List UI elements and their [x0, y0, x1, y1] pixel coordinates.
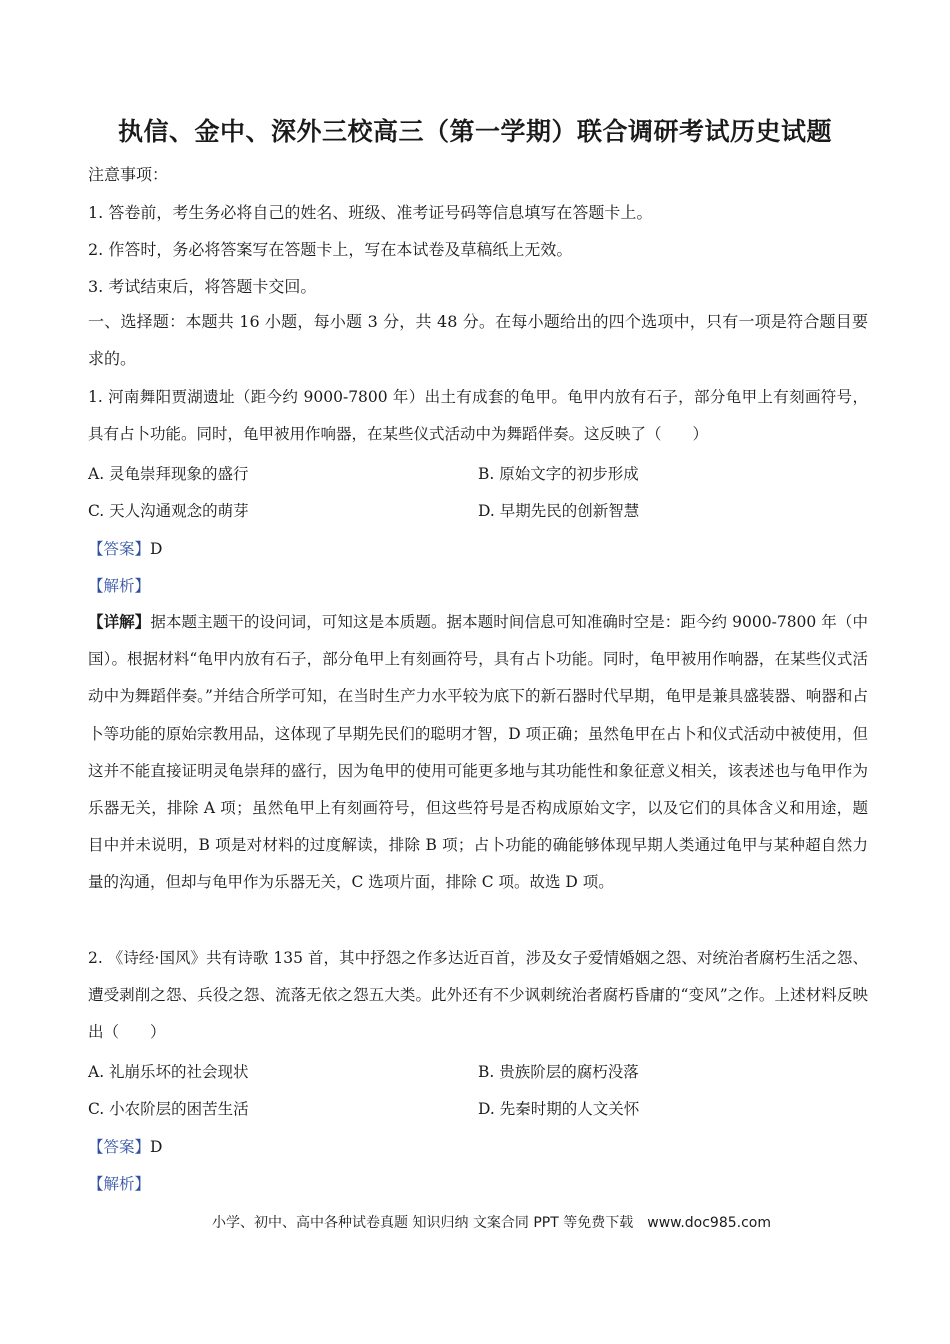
analysis-tag: 【解析】 — [88, 1175, 151, 1193]
question-2-stem: 2. 《诗经·国风》共有诗歌 135 首，其中抒怨之作多达近百首，涉及女子爱情婚姻之怨、对统治者腐朽生活之怨、遭受剥削之怨、兵役之怨、流落无依之怨五大类。此外还有不少讽刺统治者腐朽昏庸的“变风”之作。上述材料反映出（ ） — [88, 949, 868, 1042]
question-1-analysis-tag — [88, 574, 150, 596]
question-1-option-d: D. 早期先民的创新智慧 — [478, 502, 640, 520]
question-1-stem: 1. 河南舞阳贾湖遗址（距今约 9000-7800 年）出土有成套的龟甲。龟甲内放有石子，部分龟甲上有刻画符号，具有占卜功能。同时，龟甲被用作响器，在某些仪式活动中为舞蹈伴奏。这反映了（ ） — [88, 388, 868, 444]
page-title: 执信、金中、深外三校高三（第一学期）联合调研考试历史试题 — [117, 117, 832, 146]
page-footer — [212, 1212, 771, 1232]
question-2-option-c: C. 小农阶层的困苦生活 — [88, 1100, 249, 1118]
answer-value: D — [150, 540, 163, 558]
detail-tag: 【详解】 — [88, 612, 151, 631]
answer-value: D — [150, 1138, 163, 1156]
footer-url[interactable]: www.doc985.com — [647, 1215, 771, 1231]
question-1-option-c: C. 天人沟通观念的萌芽 — [88, 502, 249, 520]
answer-tag: 【答案】 — [88, 1138, 151, 1156]
detail-text: 据本题主题干的设问词，可知这是本质题。据本题时间信息可知准确时空是：距今约 9000-7800 年（中国）。根据材料“龟甲内放有石子，部分龟甲上有刻画符号，具有占卜功能。同时，龟甲被用作响器，在某些仪式活动中为舞蹈伴奏。”并结合所学可知，在当时生产力水平较为底下的新石器时代早期，龟甲是兼具盛装器、响器和占卜等功能的原始宗教用品，这体现了早期先民们的聪明才智，D 项正确；虽然龟甲在占卜和仪式活动中被使用，但这并不能直接证明灵龟崇拜的盛行，因为龟甲的使用可能更多地与其功能性和象征意义相关，该表述也与龟甲作为乐器无关，排除 A 项；虽然龟甲上有刻画符号，但这些符号是否构成原始文字，以及它们的具体含义和用途，题目中并未说明，B 项是对材料的过度解读，排除 B 项；占卜功能的确能够体现早期人类通过龟甲与某种超自然力量的沟通，但却与龟甲作为乐器无关，C 选项片面，排除 C 项。故选 D 项。 — [88, 613, 868, 892]
question-1-detail — [88, 603, 868, 902]
question-2-analysis-tag — [88, 1172, 150, 1194]
notice-item-1: 1. 答卷前，考生务必将自己的姓名、班级、准考证号码等信息填写在答题卡上。 — [88, 203, 653, 222]
footer-text: 小学、初中、高中各种试卷真题 知识归纳 文案合同 PPT 等免费下载 — [212, 1215, 634, 1231]
notice-heading: 注意事项： — [88, 165, 169, 184]
question-1-option-a: A. 灵龟崇拜现象的盛行 — [88, 465, 249, 483]
question-2-option-d: D. 先秦时期的人文关怀 — [478, 1100, 640, 1118]
notice-item-3: 3. 考试结束后，将答题卡交回。 — [88, 277, 317, 296]
question-2-option-a: A. 礼崩乐坏的社会现状 — [88, 1063, 249, 1081]
question-2-option-b: B. 贵族阶层的腐朽没落 — [478, 1063, 639, 1081]
question-2-answer — [88, 1135, 162, 1157]
answer-tag: 【答案】 — [88, 540, 151, 558]
question-1-answer — [88, 537, 162, 559]
analysis-tag: 【解析】 — [88, 577, 151, 595]
notice-item-2: 2. 作答时，务必将答案写在答题卡上，写在本试卷及草稿纸上无效。 — [88, 240, 573, 259]
section-heading: 一、选择题：本题共 16 小题，每小题 3 分，共 48 分。在每小题给出的四个选项中，只有一项是符合题目要求的。 — [88, 312, 868, 369]
question-1-option-b: B. 原始文字的初步形成 — [478, 465, 639, 483]
